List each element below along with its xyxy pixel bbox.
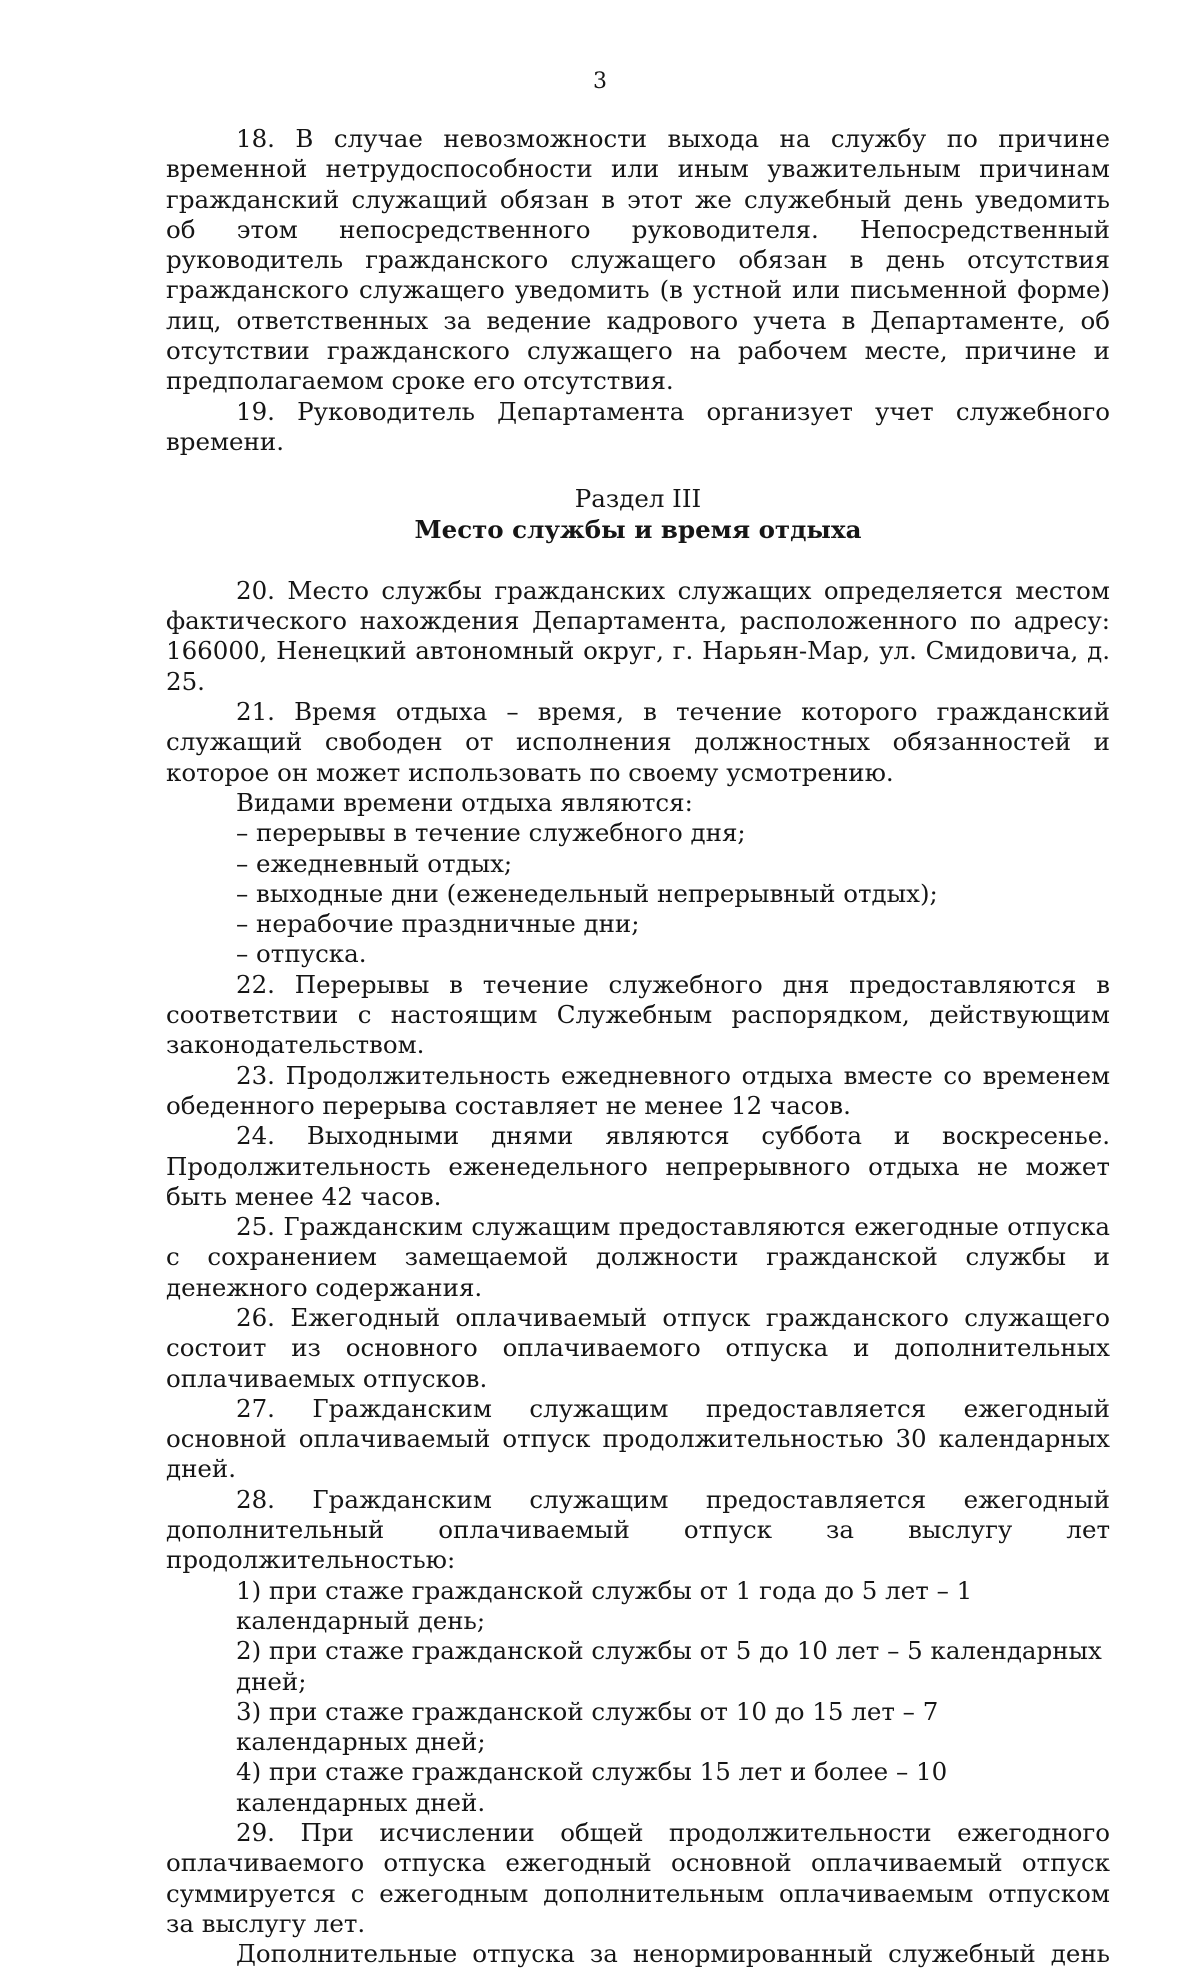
paragraph-23: 23. Продолжительность ежедневного отдыха вместе со временем обеденного перерыва составляет не менее 12 часов.	[166, 1060, 1110, 1120]
rest-types-intro: Видами времени отдыха являются:	[236, 787, 693, 817]
rest-type-item: – ежедневный отдых;	[236, 848, 513, 878]
paragraph-18: 18. В случае невозможности выхода на службу по причине временной нетрудоспособности или иным уважительным причинам гражданский служащий обязан в этот же служебный день уведомить об этом непосредственного руководителя. Непосредственный руководитель гражданского служащего обязан в день отсутствия гражданского служащего уведомить (в устной или письменной форме) лиц, ответственных за ведение кадрового учета в Департаменте, об отсутствии гражданского служащего на рабочем месте, причине и предполагаемом сроке его отсутствия.	[166, 124, 1110, 396]
page-number: 3	[593, 69, 607, 94]
rest-type-item: – перерывы в течение служебного дня;	[236, 818, 746, 848]
seniority-item: 2) при стаже гражданской службы от 5 до 10 лет – 5 календарных дней;	[236, 1636, 1102, 1696]
section-title: Место службы и время отдыха	[414, 514, 862, 544]
rest-type-item: – выходные дни (еженедельный непрерывный отдых);	[236, 878, 938, 908]
paragraph-21: 21. Время отдыха – время, в течение которого гражданский служащий свободен от исполнения должностных обязанностей и которое он может использовать по своему усмотрению.	[166, 697, 1110, 787]
paragraph-26: 26. Ежегодный оплачиваемый отпуск гражданского служащего состоит из основного оплачиваемого отпуска и дополнительных оплачиваемых отпусков.	[166, 1302, 1110, 1393]
paragraph-20: 20. Место службы гражданских служащих определяется местом фактического нахождения Департамента, расположенного по адресу: 166000, Ненецкий автономный округ, г. Нарьян-Мар, ул. Смидовича, д. 25.	[166, 575, 1110, 696]
paragraph-continued: Дополнительные отпуска за ненормированный служебный день	[236, 1939, 1110, 1969]
paragraph-29: 29. При исчислении общей продолжительности ежегодного оплачиваемого отпуска ежегодный основной оплачиваемый отпуск суммируется с ежегодным дополнительным оплачиваемым отпуском за выслугу лет.	[166, 1818, 1110, 1938]
paragraph-19: 19. Руководитель Департамента организует учет служебного времени.	[166, 396, 1110, 456]
seniority-item: 3) при стаже гражданской службы от 10 до 15 лет – 7 календарных дней;	[236, 1696, 939, 1757]
document-body	[166, 124, 1110, 1970]
seniority-item: 1) при стаже гражданской службы от 1 года до 5 лет – 1 календарный день;	[236, 1575, 973, 1635]
paragraph-22: 22. Перерывы в течение служебного дня предоставляются в соответствии с настоящим Служебным распорядком, действующим законодательством.	[166, 969, 1110, 1060]
section-label: Раздел III	[574, 484, 702, 514]
rest-type-item: – отпуска.	[236, 939, 367, 969]
paragraph-25: 25. Гражданским служащим предоставляются ежегодные отпуска с сохранением замещаемой должности гражданской службы и денежного содержания.	[166, 1212, 1110, 1302]
paragraph-27: 27. Гражданским служащим предоставляется ежегодный основной оплачиваемый отпуск продолжительностью 30 календарных дней.	[166, 1393, 1110, 1484]
paragraph-24: 24. Выходными днями являются суббота и воскресенье. Продолжительность еженедельного непрерывного отдыха не может быть менее 42 часов.	[166, 1121, 1110, 1211]
seniority-item: 4) при стаже гражданской службы 15 лет и более – 10 календарных дней.	[236, 1757, 948, 1817]
paragraph-28: 28. Гражданским служащим предоставляется ежегодный дополнительный оплачиваемый отпуск за выслугу лет продолжительностью:	[166, 1484, 1110, 1575]
rest-type-item: – нерабочие праздничные дни;	[236, 909, 640, 939]
